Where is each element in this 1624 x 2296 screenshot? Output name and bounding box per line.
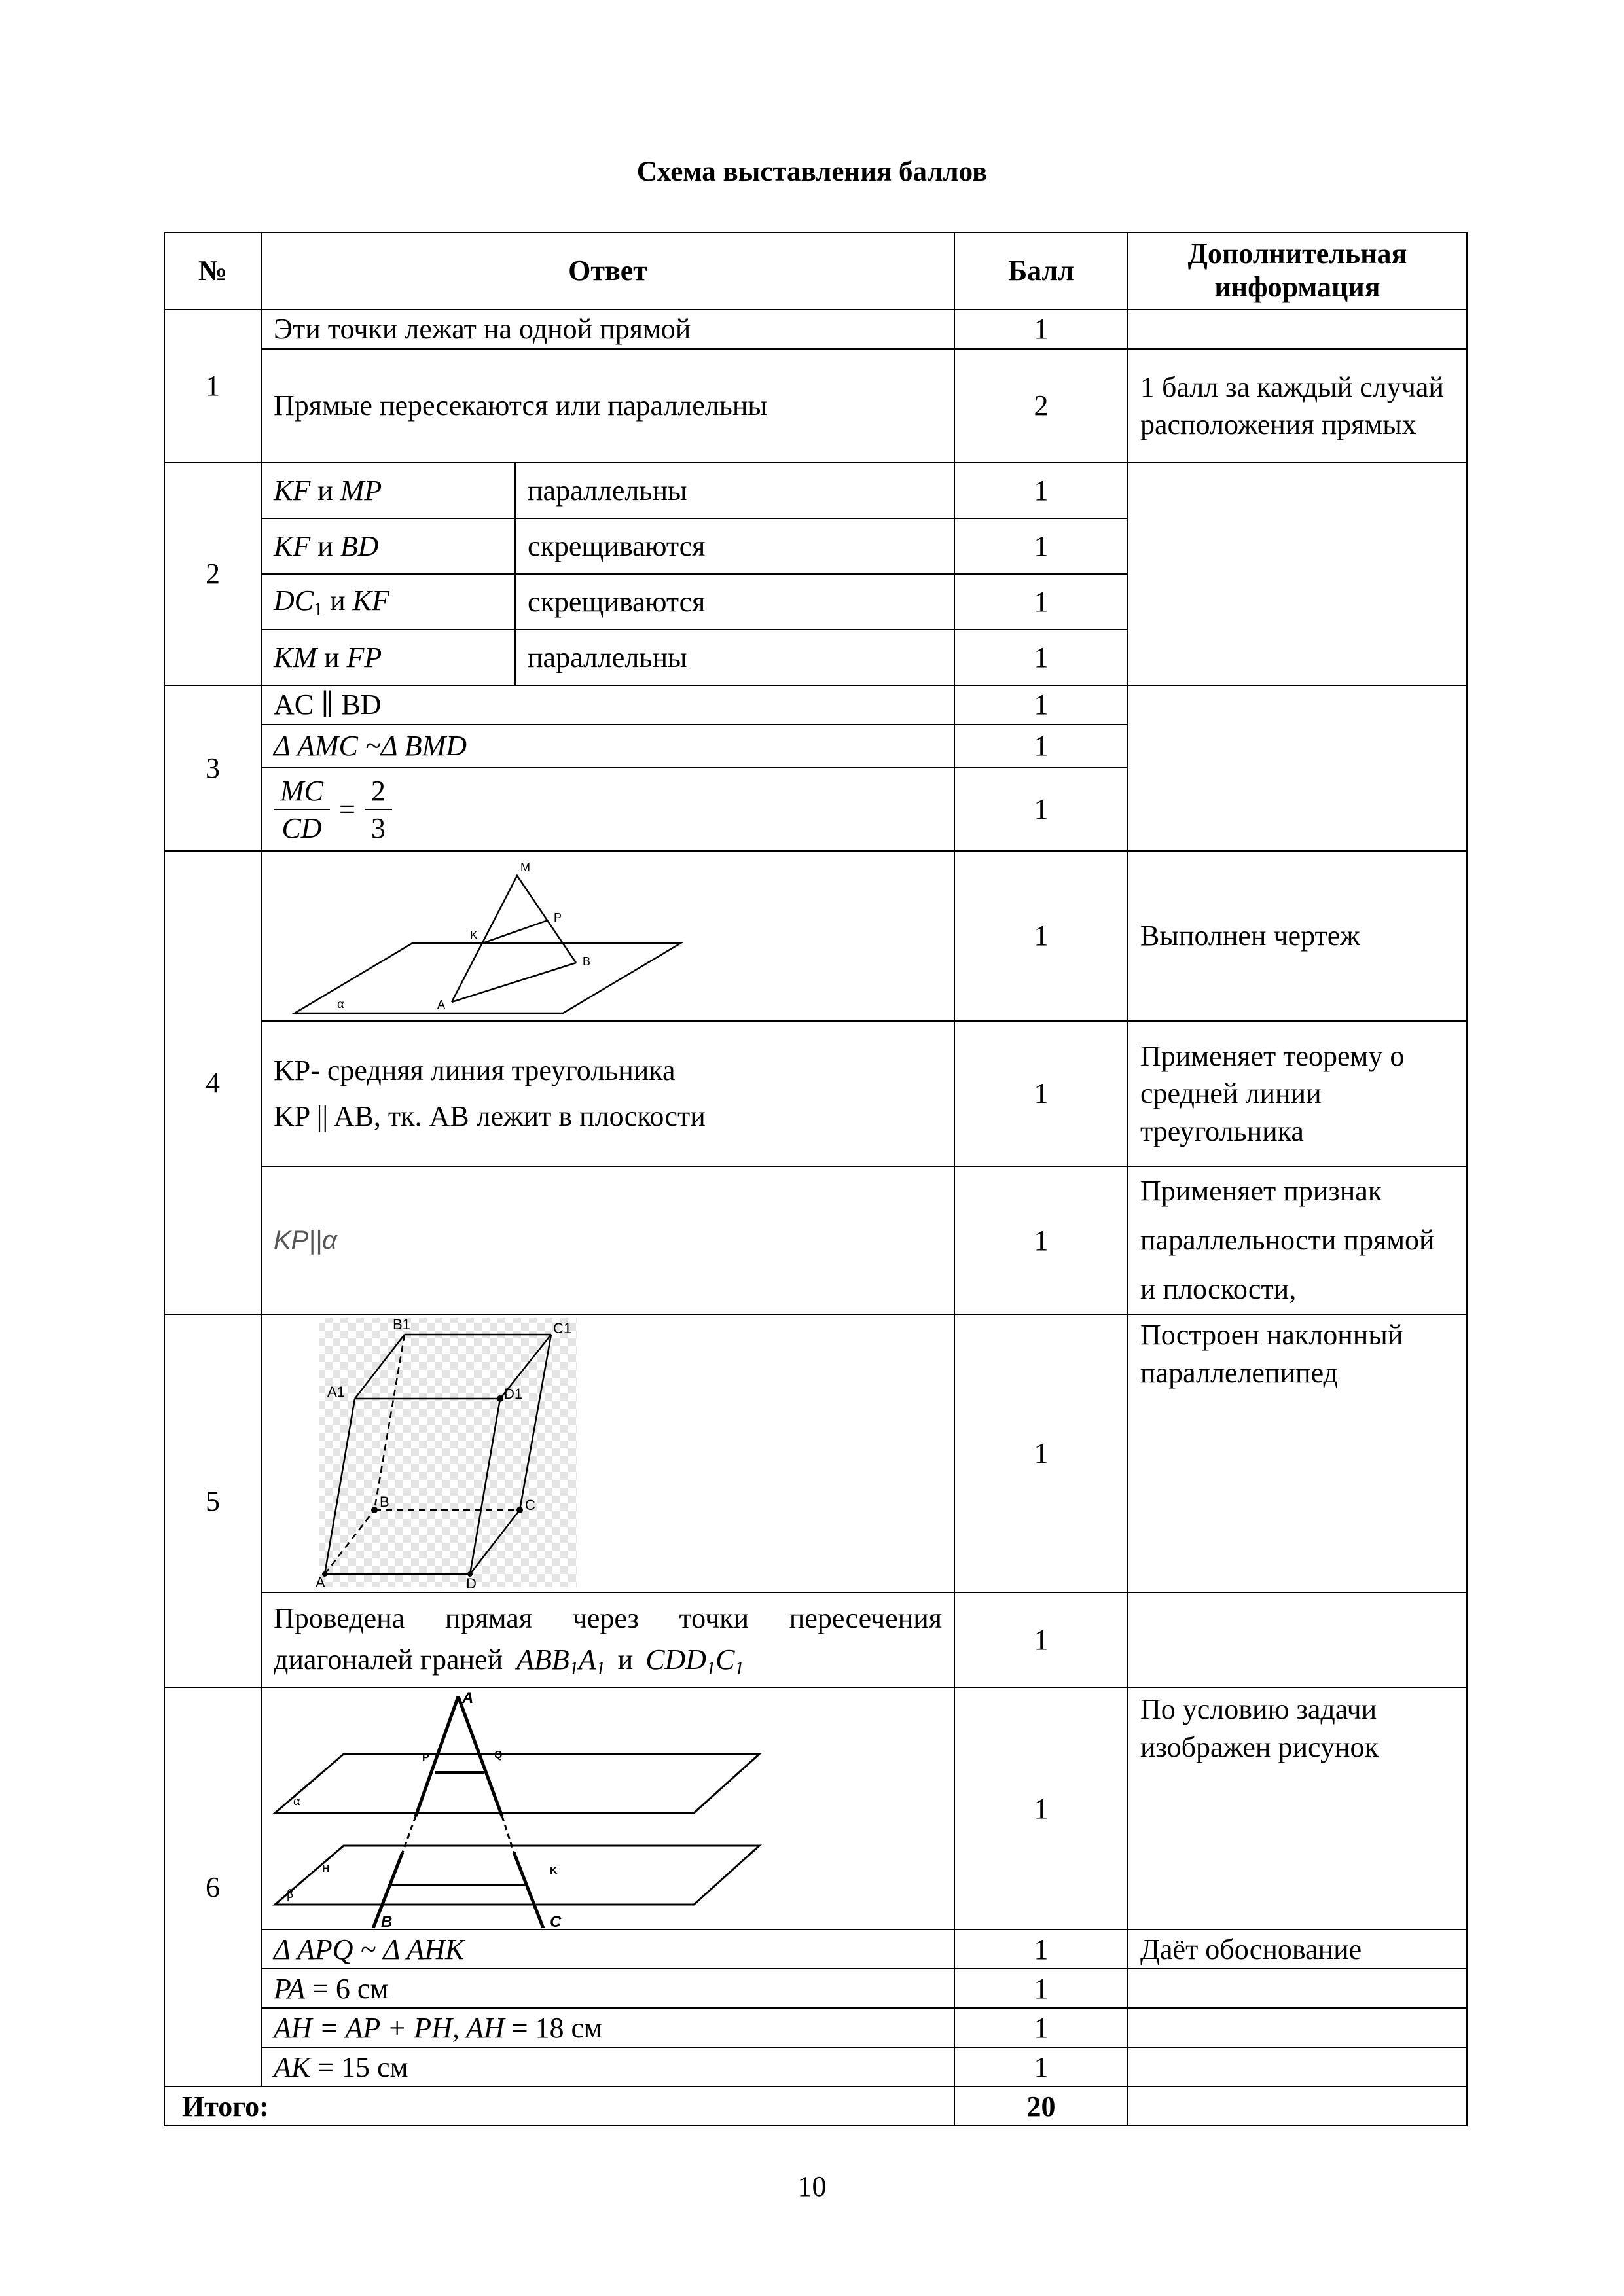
table-row — [164, 1314, 1467, 1592]
score-cell: 1 — [954, 1166, 1128, 1314]
svg-text:A1: A1 — [327, 1384, 345, 1401]
score-cell: 1 — [954, 1969, 1128, 2008]
svg-text:H: H — [322, 1863, 330, 1875]
info-cell: По условию задачи изображен рисунок — [1128, 1687, 1467, 1929]
figure-cell — [261, 851, 954, 1021]
total-score: 20 — [954, 2087, 1128, 2126]
answer-cell: Прямые пересекаются или параллельны — [261, 349, 954, 463]
answer-cell: Δ APQ ~ Δ AHK — [261, 1929, 954, 1969]
svg-text:B1: B1 — [393, 1316, 410, 1333]
figure-cell — [261, 1314, 954, 1592]
svg-text:A: A — [462, 1689, 474, 1708]
svg-text:P: P — [554, 910, 562, 924]
svg-text:C: C — [525, 1497, 535, 1514]
table-row — [164, 2047, 1467, 2087]
svg-text:K: K — [470, 928, 478, 942]
svg-text:D1: D1 — [504, 1386, 523, 1403]
score-cell: 1 — [954, 630, 1128, 685]
page-number: 10 — [797, 2170, 827, 2202]
info-cell — [1128, 1592, 1467, 1687]
line-pair: KF и MP — [261, 463, 515, 518]
score-cell: 1 — [954, 1021, 1128, 1166]
info-cell — [1128, 2008, 1467, 2047]
info-cell — [1128, 463, 1467, 685]
score-cell: 1 — [954, 2047, 1128, 2087]
triangle-plane-figure — [262, 853, 955, 1020]
score-cell: 1 — [954, 1929, 1128, 1969]
total-row — [164, 2087, 1467, 2126]
answer-cell: Δ AMC ~Δ BMD — [261, 725, 954, 768]
score-cell: 1 — [954, 1687, 1128, 1929]
info-cell: 1 балл за каждый случай расположения прямых — [1128, 349, 1467, 463]
parallelepiped-figure — [262, 1315, 955, 1590]
question-number: 5 — [164, 1314, 261, 1687]
score-cell: 1 — [954, 768, 1128, 851]
svg-text:A: A — [316, 1574, 325, 1590]
line-pair: KF и BD — [261, 518, 515, 574]
score-cell: 1 — [954, 851, 1128, 1021]
line-pair: KM и FP — [261, 630, 515, 685]
header-score: Балл — [954, 232, 1128, 310]
answer-cell: AH = AP + PH, AH = 18 см — [261, 2008, 954, 2047]
table-row — [164, 349, 1467, 463]
answer-cell: Эти точки лежат на одной прямой — [261, 310, 954, 349]
table-row — [164, 1592, 1467, 1687]
svg-text:B: B — [583, 954, 591, 968]
ratio-cell: $\frac{MC}{CD}$ = $\frac{2}{3}$ — [261, 768, 954, 851]
table-row — [164, 1687, 1467, 1929]
question-number: 1 — [164, 310, 261, 463]
score-cell: 1 — [954, 518, 1128, 574]
relation-cell: параллельны — [515, 630, 954, 685]
score-cell: 1 — [954, 574, 1128, 630]
svg-text:A: A — [437, 997, 446, 1011]
answer-cell: AK = 15 см — [261, 2047, 954, 2087]
header-answer: Ответ — [261, 232, 954, 310]
score-cell: 1 — [954, 1314, 1128, 1592]
relation-cell: скрещиваются — [515, 574, 954, 630]
table-row — [164, 685, 1467, 725]
relation-cell: скрещиваются — [515, 518, 954, 574]
info-cell — [1128, 310, 1467, 349]
svg-text:P: P — [422, 1752, 429, 1764]
info-cell: Построен наклонный параллелепипед — [1128, 1314, 1467, 1592]
question-number: 3 — [164, 685, 261, 851]
fraction-right: $\frac{2}{3}$ — [365, 773, 392, 846]
scoring-table — [164, 232, 1468, 2126]
table-row — [164, 2008, 1467, 2047]
relation-cell: параллельны — [515, 463, 954, 518]
table-row — [164, 310, 1467, 349]
total-info — [1128, 2087, 1467, 2126]
question-number: 2 — [164, 463, 261, 685]
svg-text:Q: Q — [494, 1749, 503, 1761]
score-cell: 1 — [954, 463, 1128, 518]
info-cell: Даёт обоснование — [1128, 1929, 1467, 1969]
answer-cell: KP||α — [261, 1166, 954, 1314]
figure-cell — [261, 1687, 954, 1929]
svg-text:C1: C1 — [553, 1320, 572, 1337]
svg-text:β: β — [287, 1887, 294, 1902]
score-cell: 1 — [954, 310, 1128, 349]
info-cell: Выполнен чертеж — [1128, 851, 1467, 1021]
question-number: 4 — [164, 851, 261, 1314]
table-row — [164, 463, 1467, 518]
info-cell — [1128, 1969, 1467, 2008]
answer-cell: PA = 6 см — [261, 1969, 954, 2008]
fraction-left: $\frac{MC}{CD}$ — [274, 773, 330, 846]
score-cell: 1 — [954, 2008, 1128, 2047]
page-title: Схема выставления баллов — [636, 156, 988, 187]
header-num: № — [164, 232, 261, 310]
question-number: 6 — [164, 1687, 261, 2087]
answer-cell: KP- средняя линия треугольника KP || AB, тк. AB лежит в плоскости — [261, 1021, 954, 1166]
info-cell — [1128, 2047, 1467, 2087]
header-info: Дополнительная информация — [1128, 232, 1467, 310]
table-row — [164, 1969, 1467, 2008]
info-cell: Применяет признак параллельности прямой и плоскости, — [1128, 1166, 1467, 1314]
info-cell: Применяет теорему о средней линии треугольника — [1128, 1021, 1467, 1166]
line-pair: $DC_1$ и KF — [261, 574, 515, 630]
svg-text:C: C — [550, 1913, 562, 1929]
table-row — [164, 851, 1467, 1021]
score-cell: 1 — [954, 1592, 1128, 1687]
svg-text:B: B — [380, 1494, 389, 1511]
svg-text:K: K — [550, 1865, 558, 1877]
svg-text:D: D — [466, 1575, 477, 1590]
answer-cell: Проведена прямая через точки пересечения диагоналей граней $ABB_1A_1$ и $CDD_1C_1$ — [261, 1592, 954, 1687]
score-cell: 1 — [954, 725, 1128, 768]
svg-text:M: M — [520, 860, 530, 874]
answer-cell: AC ∥ BD — [261, 685, 954, 725]
table-row — [164, 1021, 1467, 1166]
info-cell — [1128, 685, 1467, 851]
header-row — [164, 232, 1467, 310]
svg-text:α: α — [293, 1794, 300, 1809]
svg-text:α: α — [337, 996, 344, 1011]
svg-text:B: B — [381, 1913, 393, 1929]
table-row — [164, 1166, 1467, 1314]
score-cell: 2 — [954, 349, 1128, 463]
total-label: Итого: — [164, 2087, 954, 2126]
score-cell: 1 — [954, 685, 1128, 725]
table-row — [164, 1929, 1467, 1969]
two-planes-figure — [262, 1689, 955, 1928]
